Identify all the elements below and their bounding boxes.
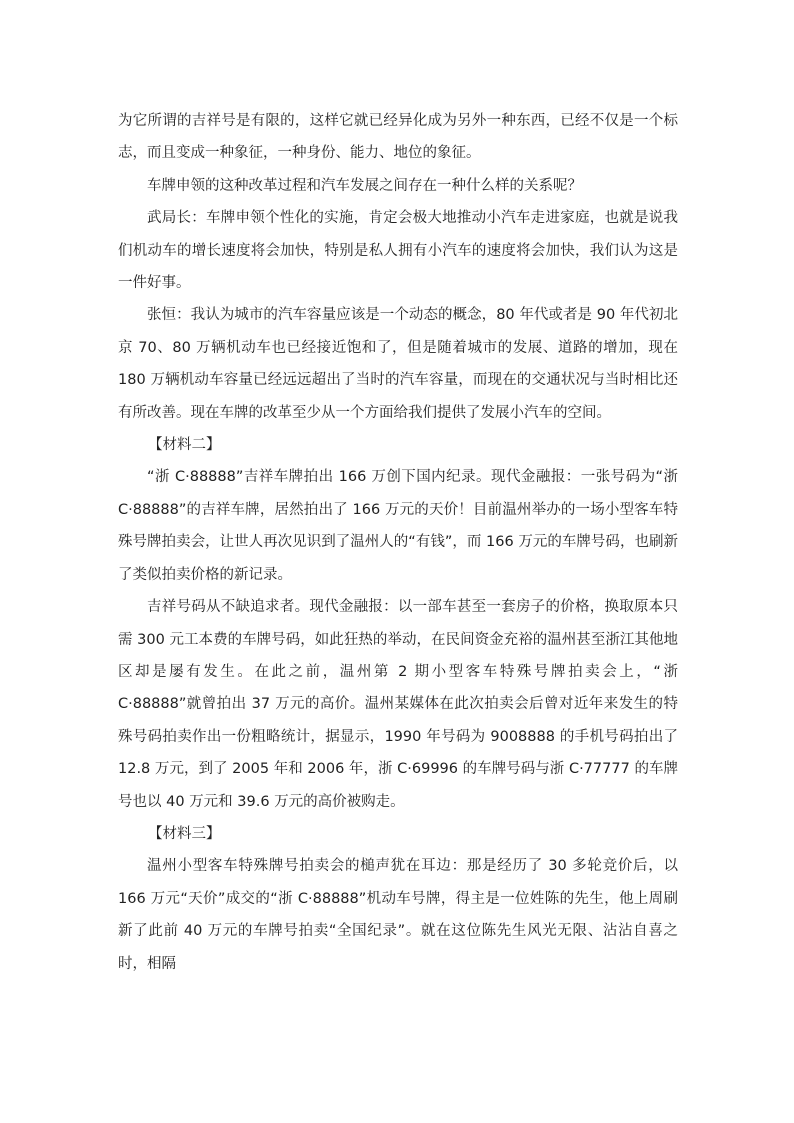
paragraph-lucky-numbers: 吉祥号码从不缺追求者。现代金融报：以一部车甚至一套房子的价格，换取原本只需 300 元工本费的车牌号码，如此狂热的举动，在民间资金充裕的温州甚至浙江其他地区却是屡有发生。在此之前，温州第 2 期小型客车特殊号牌拍卖会上，“浙 C·88888”就曾拍出 37 万元的高价。温州某媒体在此次拍卖会后曾对近年来发生的特殊号码拍卖作出一份粗略统计，据显示，1990 年号码为 9008888 的手机号码拍出了 12.8 万元，到了 2005 年和 2006 年，浙 C·69996 的车牌号码与浙 C·77777 的车牌号也以 40 万元和 39.6 万元的高价被购走。 [118, 599, 678, 810]
section-heading-material-2: 【材料二】 [148, 437, 221, 454]
paragraph-continued: 为它所谓的吉祥号是有限的，这样它就已经异化成为另外一种东西，已经不仅是一个标志，而且变成一种象征，一种身份、能力、地位的象征。 [118, 113, 678, 162]
paragraph-zhang-heng: 张恒：我认为城市的汽车容量应该是一个动态的概念，80 年代或者是 90 年代初北京 70、80 万辆机动车也已经接近饱和了，但是随着城市的发展、道路的增加，现在 180 万辆机动车容量已经远远超出了当时的汽车容量，而现在的交通状况与当时相比还有所改善。现在车牌的改革至少从一个方面给我们提供了发展小汽车的空间。 [118, 307, 678, 421]
paragraph-question: 车牌申领的这种改革过程和汽车发展之间存在一种什么样的关系呢？ [147, 177, 582, 194]
document-body [118, 105, 678, 980]
paragraph-record-plate: “浙 C·88888”吉祥车牌拍出 166 万创下国内纪录。现代金融报：一张号码为“浙 C·88888”的吉祥车牌，居然拍出了 166 万元的天价！目前温州举办的一场小型客车特殊号牌拍卖会，让世人再次见识到了温州人的“有钱”，而 166 万元的车牌号码，也刷新了类似拍卖价格的新记录。 [118, 469, 678, 583]
paragraph-auction: 温州小型客车特殊牌号拍卖会的槌声犹在耳边：那是经历了 30 多轮竞价后，以 166 万元“天价”成交的“浙 C·88888”机动车号牌，得主是一位姓陈的先生，他上周刷新了此前 40 万元的车牌号拍卖“全国纪录”。就在这位陈先生风光无限、沾沾自喜之时，相隔 [118, 858, 678, 972]
section-heading-material-3: 【材料三】 [148, 825, 221, 842]
paragraph-wu-director: 武局长：车牌申领个性化的实施，肯定会极大地推动小汽车走进家庭，也就是说我们机动车的增长速度将会加快，特别是私人拥有小汽车的速度将会加快，我们认为这是一件好事。 [118, 210, 678, 292]
